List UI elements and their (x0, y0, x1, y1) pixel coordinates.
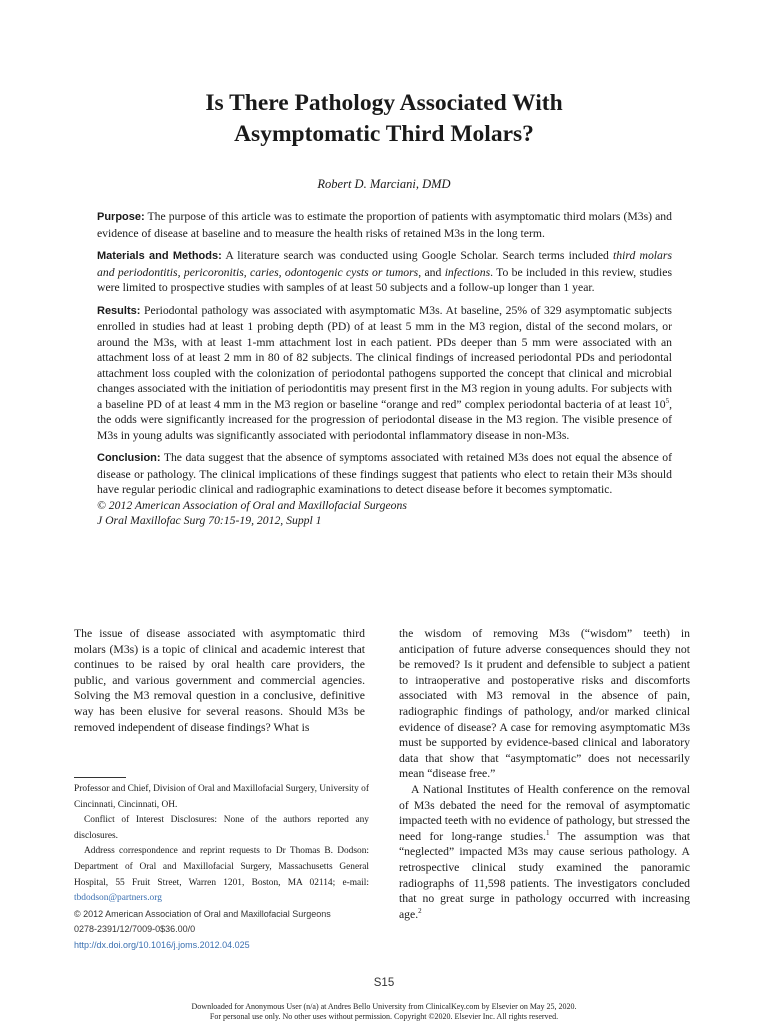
affiliation-note: Professor and Chief, Division of Oral and Maxillofacial Surgery, University of Cincinnati, Cincinnati, OH. (74, 784, 369, 810)
abstract (97, 209, 672, 529)
body-right-column (399, 626, 690, 922)
abstract-citation: J Oral Maxillofac Surg 70:15-19, 2012, Suppl 1 (97, 514, 322, 527)
body-text: A National Institutes of Health conference on the removal of M3s debated the need for the removal of asymptomatic impacted teeth with no evidence of pathology, but stressed the need for long-range studies. (399, 782, 690, 843)
methods-text-a: A literature search was conducted using Google Scholar. Search terms included (225, 249, 614, 262)
abstract-conclusion (97, 450, 672, 498)
reference-2[interactable]: 2 (418, 906, 422, 915)
results-heading: Results: (97, 304, 141, 317)
body-paragraph: the wisdom of removing M3s (“wisdom” teeth) in anticipation of future adverse consequences should they not be removed? Is it prudent and defensible to subject a patient to intraoperative and postoperative risks and discomforts associated with M3 removal in the absence of pain, radiographic findings of pathology, and/or marked clinical evidence of disease? A case for removing asymptomatic M3s must be supported by evidence-based clinical and laboratory data that show that “asymptomatic” does not necessarily mean “disease free.” (399, 627, 690, 781)
purpose-text: The purpose of this article was to estimate the proportion of patients with asymptomatic third molars (M3s) and evidence of disease at baseline and to measure the health risks of retained M3s in the long term. (97, 210, 672, 240)
title-line-2: Asymptomatic Third Molars? (234, 121, 534, 147)
footnotes (74, 782, 369, 954)
body-left-column (74, 626, 365, 735)
copyright-note: © 2012 American Association of Oral and Maxillofacial Surgeons (74, 908, 331, 919)
footer-line-1: Downloaded for Anonymous User (n/a) at Andres Bello University from ClinicalKey.com by Elsevier on May 25, 2020. (191, 1002, 577, 1011)
conclusion-text: The data suggest that the absence of symptoms associated with retained M3s does not equal the absence of disease or pathology. The clinical implications of these findings suggest that patients who elect to retain their M3s should have regular periodic clinical and radiographic examinations to detect disease before it becomes symptomatic. (97, 451, 672, 496)
results-text-a: Periodontal pathology was associated with asymptomatic M3s. At baseline, 25% of 329 asymptomatic subjects enrolled in studies had at least 1 probing depth (PD) of at least 5 mm in the M3 region, distal of the second molars, or around the M3s, with at least 1-mm attachment lost in each patient. PDs deeper than 5 mm were associated with an attachment loss of at least 2 mm in 80 of 82 subjects. The clinical findings of increased periodontal PDs and periodontal attachment loss coupled with the colonization of periodontal pathogens supported the concept that clinical and microbial changes associated with the initiation of periodontitis may present first in the M3 region in young adults. For subjects with a baseline PD of at least 4 mm in the M3 region or baseline “orange and red” complex periodontal bacteria of at least 10 (97, 303, 672, 411)
doi-link[interactable]: http://dx.doi.org/10.1016/j.joms.2012.04.025 (74, 939, 250, 950)
methods-text-b: , and (418, 265, 445, 279)
methods-search-terms: third molars and periodontitis, pericoronitis, caries, odontogenic cysts or tumors (97, 249, 672, 279)
body-text: The assumption was that “neglected” impacted M3s may cause serious pathology. A retrospective clinical study examined the panoramic radiographs of 11,598 patients. The investigators concluded that no great surge in pathology occurred with increasing age. (399, 829, 691, 921)
email-link[interactable]: tbdodson@partners.org (74, 893, 162, 904)
abstract-purpose (97, 209, 672, 241)
conflict-note: Conflict of Interest Disclosures: None of the authors reported any disclosures. (74, 815, 369, 841)
page-number: S15 (373, 977, 395, 989)
results-exponent: 5 (665, 396, 670, 405)
article-title (0, 88, 768, 150)
abstract-results (97, 303, 672, 444)
address-note (74, 844, 369, 906)
abstract-methods (97, 248, 672, 296)
body-paragraph: The issue of disease associated with asymptomatic third molars (M3s) is a topic of clinical and academic interest that continues to be raised by oral health care providers, the public, and various government and commercial agencies. Solving the M3 removal question in a conclusive, definitive way has been elusive for several reasons. Should M3s be removed independent of disease findings? What is (74, 627, 365, 734)
download-footer (0, 1002, 768, 1021)
author-name: Robert D. Marciani, DMD (317, 177, 451, 191)
purpose-heading: Purpose: (97, 211, 145, 223)
issn-note: 0278-2391/12/7009-0$36.00/0 (74, 924, 196, 935)
body-paragraph (399, 782, 690, 922)
conclusion-heading: Conclusion: (97, 452, 161, 464)
footnote-rule (74, 777, 126, 778)
methods-text-c: . To be included in this review, studies were limited to prospective studies with samples of at least 50 subjects and a follow-up longer than 1 year. (97, 265, 673, 294)
footer-line-2: For personal use only. No other uses without permission. Copyright ©2020. Elsevier Inc. All rights reserved. (209, 1011, 559, 1021)
results-text-b: , the odds were significantly increased for the progression of periodontal disease in the M3 region. The visible presence of M3s in young adults was significantly associated with periodontal inflammatory disease in non-M3s. (97, 397, 672, 442)
methods-search-term-infections: infections (444, 265, 491, 279)
abstract-copyright: © 2012 American Association of Oral and Maxillofacial Surgeons (97, 498, 407, 512)
title-line-1: Is There Pathology Associated With (205, 90, 563, 116)
methods-heading: Materials and Methods: (97, 250, 222, 262)
reference-1[interactable]: 1 (545, 828, 550, 837)
address-text: Address correspondence and reprint requests to Dr Thomas B. Dodson: Department of Oral and Maxillofacial Surgery, Massachusetts General Hospital, 55 Fruit Street, Warren 1201, Boston, MA 02114; e-mail: (74, 846, 369, 888)
